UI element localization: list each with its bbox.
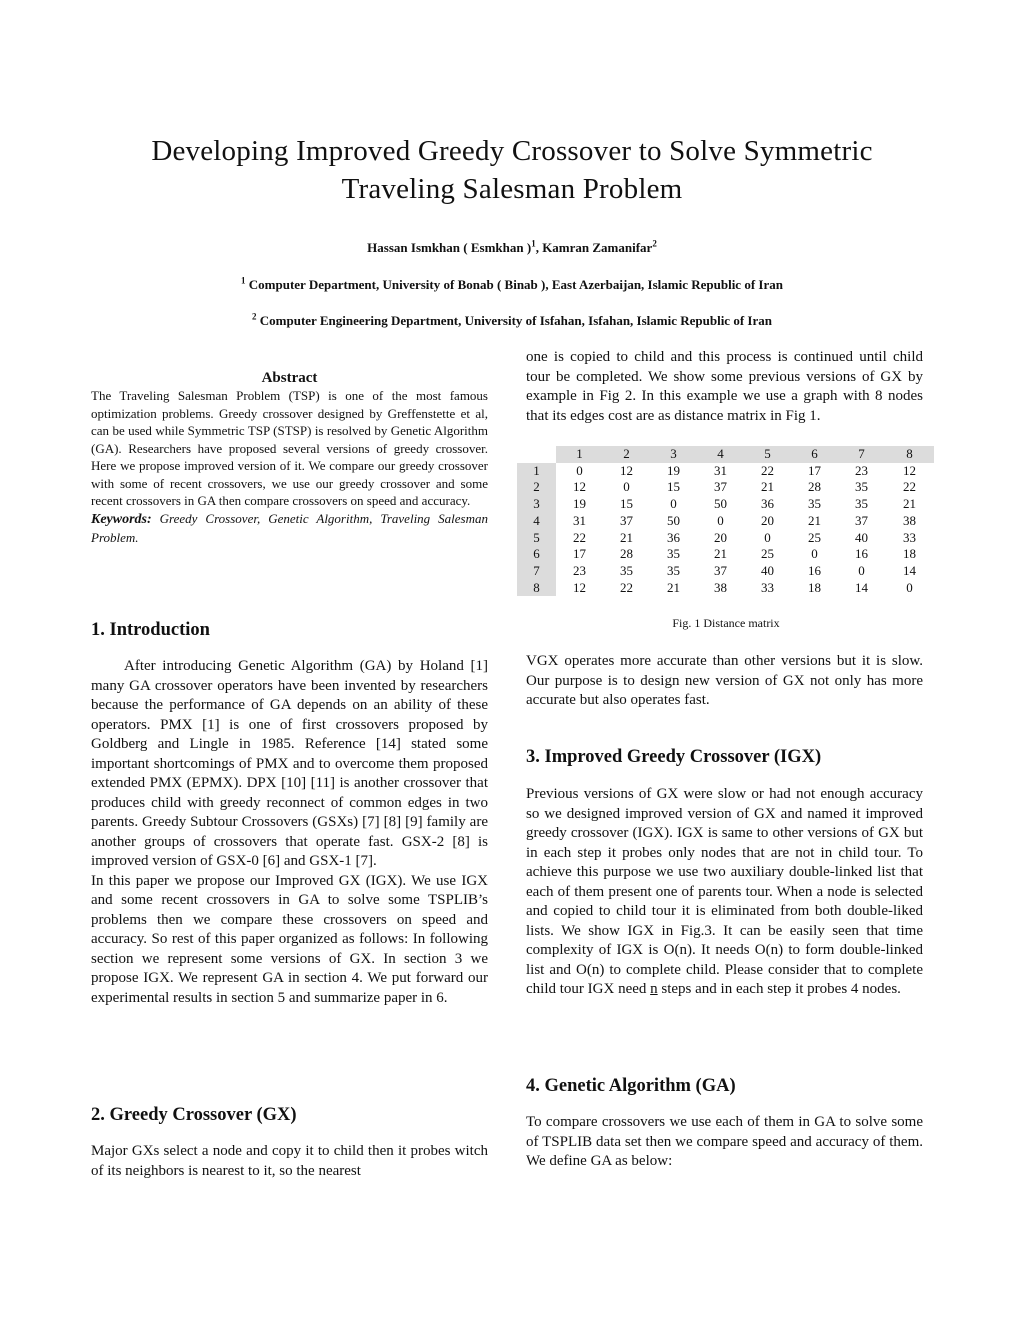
matrix-cell: 37 [714, 479, 727, 495]
matrix-cell: 35 [855, 496, 868, 512]
section-heading: 1. Introduction [91, 620, 210, 640]
affiliation [0, 313, 1024, 329]
matrix-cell: 21 [620, 529, 633, 545]
matrix-row-header: 3 [517, 496, 556, 513]
affiliation [0, 277, 1024, 293]
matrix-cell: 28 [620, 546, 633, 562]
matrix-cell: 35 [667, 562, 680, 578]
matrix-cell: 22 [573, 529, 586, 545]
section-greedy-crossover [91, 1104, 488, 1181]
matrix-column-header: 3 [650, 446, 697, 463]
matrix-cell: 38 [714, 579, 727, 595]
matrix-column-header: 5 [744, 446, 791, 463]
matrix-cell: 50 [714, 496, 727, 512]
author-affiliation-marker: 2 [652, 238, 657, 249]
section-greedy-crossover-paragraph-2 [526, 652, 923, 711]
matrix-row [517, 563, 934, 580]
matrix-cell: 0 [764, 529, 771, 545]
matrix-cell: 40 [855, 529, 868, 545]
paragraph: In this paper we propose our Improved GX (IGX). We use IGX and some recent crossovers in GA to solve some TSPLIB’s problems then we compare these crossovers on speed and accuracy. So rest of this paper organized as follows: In following section we represent some versions of GX. In section 3 we propose IGX. We represent GA in section 4. We put forward our experimental results in section 5 and summarize paper in 6. [91, 872, 488, 1006]
paragraph: one is copied to child and this process is continued until child tour be completed. We show some previous versions of GX by example in Fig 2. In this example we use a graph with 8 nodes that its edges cost are as distance matrix in Fig 1. [526, 349, 923, 424]
matrix-cell: 37 [620, 512, 633, 528]
section-greedy-crossover-continued [526, 348, 923, 426]
matrix-cell: 23 [855, 462, 868, 478]
matrix-column-header: 8 [885, 446, 934, 463]
paragraph-text: Previous versions of GX were slow or had not enough accuracy so we designed improved version of GX and named it improved greedy crossover (IGX). IGX is same to other versions of GX but in each step it probes only nodes that are not in child tour. To achieve this purpose we use two auxiliary double-linked list that each of them present one of parents tour. When a node is selected and copied to child tour it is eliminated from both double-liked lists. We show IGX in Fig.3. It can be easily seen that time complexity of IGX is O(n). It needs O(n) to form double-linked list and O(n) to complete child. Please consider that to complete child tour IGX need [526, 786, 923, 997]
author-name: Kamran Zamanifar [542, 240, 653, 255]
matrix-cell: 15 [667, 479, 680, 495]
matrix-cell: 31 [573, 512, 586, 528]
matrix-cell: 22 [761, 462, 774, 478]
paragraph: VGX operates more accurate than other versions but it is slow. Our purpose is to design new version of GX not only has more accurate but also operates fast. [526, 653, 923, 708]
matrix-cell: 21 [714, 546, 727, 562]
matrix-column-header: 6 [791, 446, 838, 463]
matrix-cell: 35 [620, 562, 633, 578]
section-genetic-algorithm [526, 1075, 923, 1172]
matrix-cell: 35 [667, 546, 680, 562]
paragraph: After introducing Genetic Algorithm (GA) by Holand [1] many GA crossover operators have been invented by researchers because the performance of GA depends on an ability of these operators. PMX [1] is one of first crossovers proposed by Goldberg and Lingle in 1985. Reference [14] stated some important shortcomings of PMX and to overcome them proposed extended PMX (EPMX). DPX [10] [11] is another crossover that produces child with greedy reconnect of common edges in two parents. Greedy Subtour Crossovers (GSXs) [7] [8] [9] family are another groups of crossovers that operate fast. GSX-2 [8] is improved version of GSX-0 [6] and GSX-1 [7]. [91, 658, 488, 869]
matrix-column-header: 4 [697, 446, 744, 463]
matrix-corner-cell [517, 446, 556, 463]
section-heading: 4. Genetic Algorithm (GA) [526, 1076, 736, 1096]
matrix-row [517, 496, 934, 513]
matrix-cell: 0 [576, 462, 583, 478]
matrix-cell: 20 [761, 512, 774, 528]
matrix-cell: 25 [761, 546, 774, 562]
matrix-cell: 38 [903, 512, 916, 528]
matrix-cell: 0 [623, 479, 630, 495]
matrix-row-header: 5 [517, 530, 556, 547]
abstract-section [91, 369, 488, 547]
matrix-cell: 14 [855, 579, 868, 595]
matrix-cell: 12 [573, 579, 586, 595]
underlined-variable: n [650, 981, 658, 997]
matrix-cell: 12 [573, 479, 586, 495]
matrix-cell: 50 [667, 512, 680, 528]
matrix-row-header: 7 [517, 563, 556, 580]
paper-title-line-2: Traveling Salesman Problem [341, 173, 683, 205]
matrix-cell: 21 [667, 579, 680, 595]
affiliation-marker: 1 [241, 275, 246, 286]
distance-matrix-table [517, 446, 934, 596]
matrix-cell: 0 [670, 496, 677, 512]
author-name: Hassan Ismkhan ( Esmkhan ) [367, 240, 532, 255]
paper-title-line-1: Developing Improved Greedy Crossover to Solve Symmetric [151, 135, 873, 167]
matrix-cell: 31 [714, 462, 727, 478]
matrix-header-row [517, 446, 934, 463]
matrix-cell: 15 [620, 496, 633, 512]
matrix-cell: 21 [808, 512, 821, 528]
author-separator: , [535, 240, 543, 255]
matrix-cell: 21 [761, 479, 774, 495]
matrix-cell: 22 [903, 479, 916, 495]
matrix-cell: 25 [808, 529, 821, 545]
matrix-cell: 22 [620, 579, 633, 595]
matrix-row-header: 1 [517, 463, 556, 480]
matrix-row [517, 463, 934, 480]
matrix-row-header: 8 [517, 580, 556, 597]
abstract-text: The Traveling Salesman Problem (TSP) is one of the most famous optimization problems. Greedy crossover designed by Greffenstette et al, can be used while Symmetric TSP (STSP) is resolved by Genetic Algorithm (GA). Researchers have proposed several versions of greedy crossover. Here we propose improved version of it. We compare our greedy crossover with some of recent crossovers, we use our greedy crossover and some recent crossovers in GA then compare crossovers on speed and accuracy. [91, 388, 488, 508]
matrix-cell: 33 [903, 529, 916, 545]
matrix-cell: 16 [855, 546, 868, 562]
matrix-cell: 17 [808, 462, 821, 478]
matrix-cell: 0 [717, 512, 724, 528]
section-introduction [91, 619, 488, 1008]
matrix-cell: 35 [855, 479, 868, 495]
matrix-cell: 14 [903, 562, 916, 578]
matrix-cell: 35 [808, 496, 821, 512]
paragraph [526, 785, 923, 1000]
matrix-row-header: 6 [517, 546, 556, 563]
matrix-cell: 37 [855, 512, 868, 528]
matrix-cell: 16 [808, 562, 821, 578]
matrix-cell: 0 [858, 562, 865, 578]
keywords-text: Greedy Crossover, Genetic Algorithm, Traveling Salesman Problem. [91, 510, 488, 545]
matrix-column-header: 2 [603, 446, 650, 463]
matrix-row-header: 4 [517, 513, 556, 530]
matrix-row [517, 580, 934, 597]
matrix-cell: 40 [761, 562, 774, 578]
matrix-cell: 23 [573, 562, 586, 578]
author-list [0, 240, 1024, 256]
matrix-cell: 18 [903, 546, 916, 562]
figure-caption: Fig. 1 Distance matrix [672, 616, 780, 630]
matrix-row-header: 2 [517, 479, 556, 496]
matrix-cell: 37 [714, 562, 727, 578]
matrix-row [517, 513, 934, 530]
section-heading: 2. Greedy Crossover (GX) [91, 1105, 297, 1125]
paragraph: To compare crossovers we use each of them in GA to solve some of TSPLIB data set then we compare speed and accuracy of them. We define GA as below: [526, 1114, 923, 1169]
matrix-cell: 17 [573, 546, 586, 562]
keywords-label: Keywords: [91, 511, 152, 527]
matrix-cell: 33 [761, 579, 774, 595]
matrix-cell: 0 [811, 546, 818, 562]
matrix-row [517, 479, 934, 496]
keywords [91, 510, 488, 547]
affiliation-text: Computer Engineering Department, University of Isfahan, Isfahan, Islamic Republic of Iran [259, 313, 772, 328]
affiliation-marker: 2 [252, 311, 257, 322]
matrix-cell: 28 [808, 479, 821, 495]
matrix-cell: 12 [903, 462, 916, 478]
section-improved-greedy-crossover [526, 746, 923, 1000]
matrix-cell: 19 [573, 496, 586, 512]
abstract-heading: Abstract [261, 370, 318, 386]
matrix-column-header: 7 [838, 446, 885, 463]
paragraph: Major GXs select a node and copy it to child then it probes witch of its neighbors is nearest to it, so the nearest [91, 1143, 488, 1179]
matrix-row [517, 530, 934, 547]
paper-title [0, 132, 1024, 208]
matrix-column-header: 1 [556, 446, 603, 463]
paragraph-text: steps and in each step it probes 4 nodes. [657, 981, 901, 997]
matrix-cell: 18 [808, 579, 821, 595]
matrix-cell: 19 [667, 462, 680, 478]
matrix-cell: 36 [667, 529, 680, 545]
author-affiliation-marker: 1 [531, 238, 536, 249]
matrix-cell: 12 [620, 462, 633, 478]
matrix-cell: 20 [714, 529, 727, 545]
section-heading: 3. Improved Greedy Crossover (IGX) [526, 747, 822, 767]
matrix-cell: 0 [906, 579, 913, 595]
matrix-row [517, 546, 934, 563]
affiliation-text: Computer Department, University of Bonab ( Binab ), East Azerbaijan, Islamic Republic of Iran [248, 277, 783, 292]
matrix-cell: 36 [761, 496, 774, 512]
matrix-cell: 21 [903, 496, 916, 512]
